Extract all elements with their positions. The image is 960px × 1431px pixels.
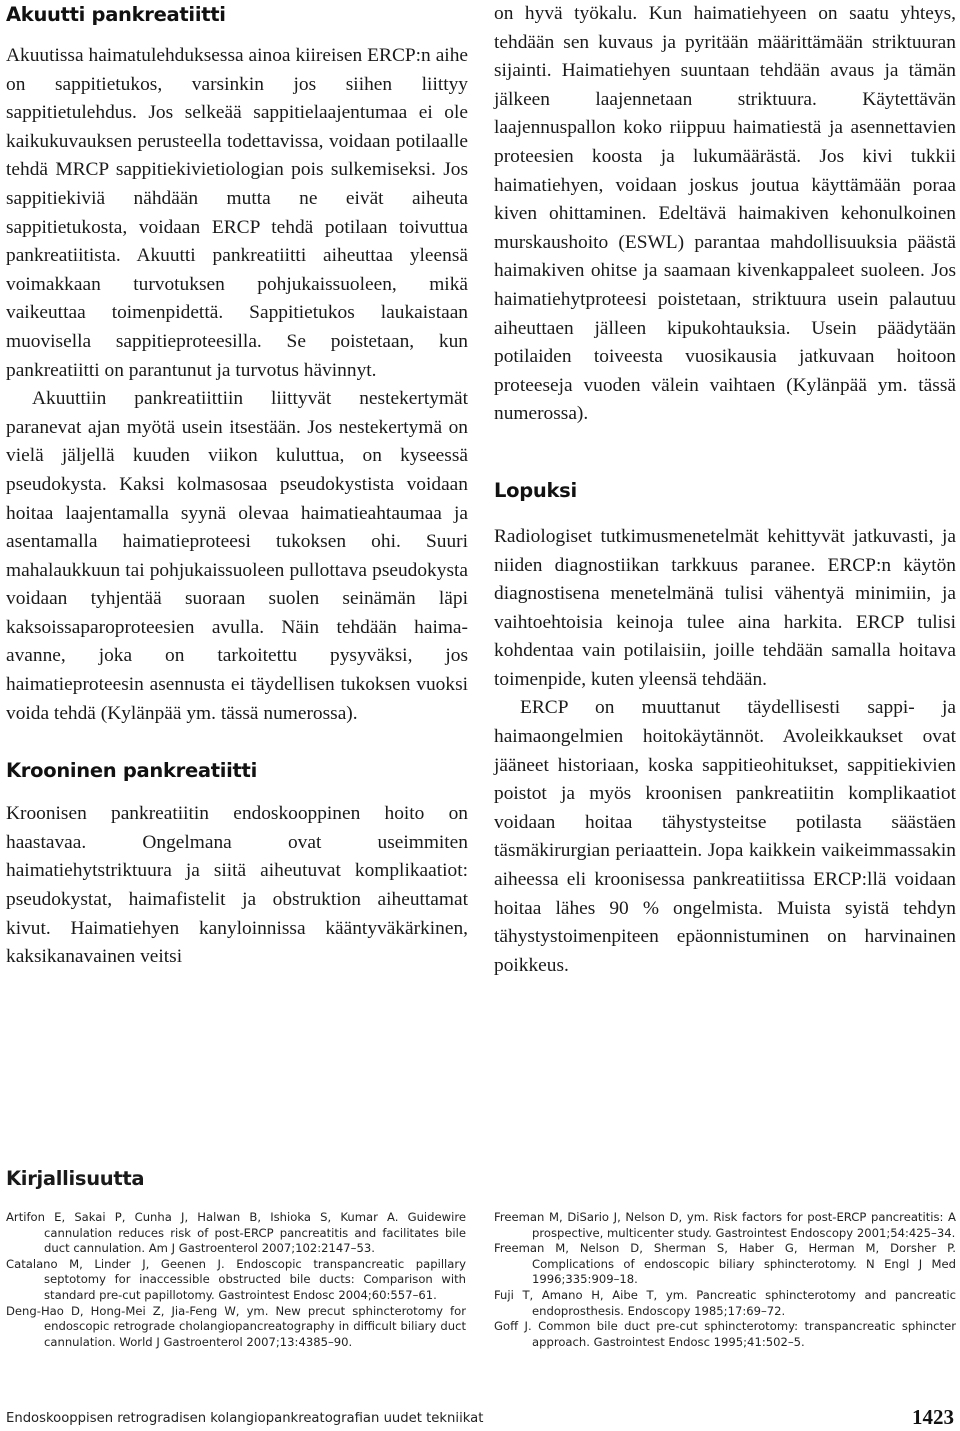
paragraph: Akuuttiin pankreatiittiin liittyvät nestekertymät paranevat ajan myötä usein itsestään. Jos nestekertymä on vielä jäljellä kuuden viikon kuluttua, on kyseessä pseudokysta. Kaksi kolmasosaa pseudokystista voidaan hoitaa laajentamalla syynä olevaa haimatieahtaumaa ja asentamalla haimatieproteesi tukoksen ohi. Suuri mahalaukkuun tai pohjukaissuoleen pullottava pseudokysta voidaan tyhjentää suoraan suolen seinämän läpi kaksoissaparoproteesien avulla. Näin tehdään haima-avanne, joka on tarkoitettu pysyväksi, jos haimatieproteesin asennusta ei täydellisen tukoksen vuoksi voida tehdä (Kylänpää ym. tässä numerossa). [6,388,468,724]
reference-item: Artifon E, Sakai P, Cunha J, Halwan B, Ishioka S, Kumar A. Guidewire cannulation reduces risk of post-ERCP pancreatitis and facilitates bile duct cannulation. Am J Gastroenterol 2007;102:2147–53. [6,1210,466,1256]
references-left [6,1210,466,1350]
paragraph: Radiologiset tutkimusmenetelmät kehittyvät jatkuvasti, ja niiden diagnostiikan tarkkuus paranee. ERCP:n käytön diagnostisena menetelmänä tulisi vähentyä minimiin, ja vaihtoehtoisia keinoja tulee aina harkita. ERCP tulisi kohdentaa vain potilaisiin, joille tehdään samalla hoitava toimenpide, kuten yleensä tehdään. [494,525,956,690]
right-column [494,0,956,980]
reference-item: Freeman M, Nelson D, Sherman S, Haber G, Herman M, Dorsher P. Complications of endoscopic biliary sphincterotomy. N Engl J Med 1996;335:909–18. [494,1241,956,1287]
section-heading-acute: Akuutti pankreatiitti [6,3,226,26]
paragraph: on hyvä työkalu. Kun haimatiehyeen on saatu yhteys, tehdään sen kuvaus ja pyritään määrittämään striktuuran sijainti. Haimatiehyen suuntaan tehdään avaus ja tämän jälkeen laajennetaan striktuura. Käytettävän laajennuspallon koko riippuu haimatiestä ja asennettavien proteesien koosta ja lukumäärästä. Jos kivi tukkii haimatiehyen, voidaan joskus joutua käyttämään poraa kiven ohittaminen. Edeltävä haimakiven kehonulkoinen murskaushoito (ESWL) parantaa mahdollisuuksia päästä haimakiven ohitse ja saamaan kivenkappaleet suoleen. Jos haimatiehytproteesi poistetaan, striktuura usein palautuu aiheuttaen jälleen kipukohtauksia. Usein päädytään potilaiden toiveesta vuosikausia jatkuvaan hoitoon proteeseja vuoden välein vaihtaen (Kylänpää ym. tässä numerossa). [494,3,956,425]
running-footer-title: Endoskooppisen retrogradisen kolangiopankreatografian uudet tekniikat [6,1411,484,1426]
reference-item: Freeman M, DiSario J, Nelson D, ym. Risk factors for post-ERCP pancreatitis: A prospective, multicenter study. Gastrointest Endoscopy 2001;54:425–34. [494,1210,956,1240]
reference-item: Fuji T, Amano H, Aibe T, ym. Pancreatic sphincterotomy and pancreatic endoprosthesis. Endoscopy 1985;17:69–72. [494,1287,956,1318]
references-heading: Kirjallisuutta [6,1167,145,1190]
references-right [494,1210,956,1350]
page-number: 1423 [912,1405,954,1429]
section-heading-chronic: Krooninen pankreatiitti [6,759,257,783]
paragraph: Akuutissa haimatulehduksessa ainoa kiireisen ERCP:n aihe on sappitietukos, varsinkin jos siihen liittyy sappitietulehdus. Jos selkeää sappitielaajentumaa ei ole kaikukuvauksen perusteella todettavissa, voidaan potilaalle tehdä MRCP sappitiekivietiologian pois sulkemiseksi. Jos sappitiekiviä nähdään mutta ne eivät aiheuta sappitietukosta, voidaan ERCP tehdä potilaan toivuttua pankreatiitista. Akuutti pankreatiitti aiheuttaa yleensä voimakkaan turvotuksen pohjukaissuoleen, mikä vaikeuttaa toimenpidettä. Sappitietukos laukaistaan muovisella sappitieproteesilla. Se poistetaan, kun pankreatiitti on parantunut ja turvotus hävinnyt. [6,45,468,381]
left-column [6,0,468,972]
reference-item: Goff J. Common bile duct pre-cut sphincterotomy: transpancreatic sphincter approach. Gastrointest Endosc 1995;41:502–5. [494,1319,956,1349]
reference-item: Deng-Hao D, Hong-Mei Z, Jia-Feng W, ym. New precut sphincterotomy for endoscopic retrograde cholangiopancreatography in difficult biliary duct cannulation. World J Gastroenterol 2007;13:4385–90. [6,1303,466,1349]
paragraph: ERCP on muuttanut täydellisesti sappi- ja haimaongelmien hoitokäytännöt. Avoleikkaukset ovat jääneet historiaan, koska sappitieohitukset, sappitiekivien poistot ja myös kroonisen pankreatiitin komplikaatiot voidaan hoitaa tähystysteitse potilasta säästäen täsmäkirurgian periaattein. Jopa kaikkein vaikeimmassakin aiheessa eli kroonisessa pankreatiitissa ERCP:llä voidaan hoitaa lähes 90 % ongelmista. Muista syistä tehdyn tähystystoimenpiteen epäonnistuminen on harvinainen poikkeus. [494,697,956,976]
paragraph: Kroonisen pankreatiitin endoskooppinen hoito on haastavaa. Ongelmana ovat useimmiten haimatiehytstriktuura ja siitä aiheutuvat komplikaatiot: pseudokystat, haimafistelit ja obstruktion aiheuttamat kivut. Haimatiehyen kanyloinnissa kääntyväkärkinen, kaksikanavainen veitsi [6,803,468,968]
reference-item: Catalano M, Linder J, Geenen J. Endoscopic transpancreatic papillary septotomy for inaccessible obstructed bile ducts: Comparison with standard pre-cut papillotomy. Gastrointest Endosc 2004;60:557–61. [6,1256,466,1302]
section-heading-conclusion: Lopuksi [494,478,577,502]
